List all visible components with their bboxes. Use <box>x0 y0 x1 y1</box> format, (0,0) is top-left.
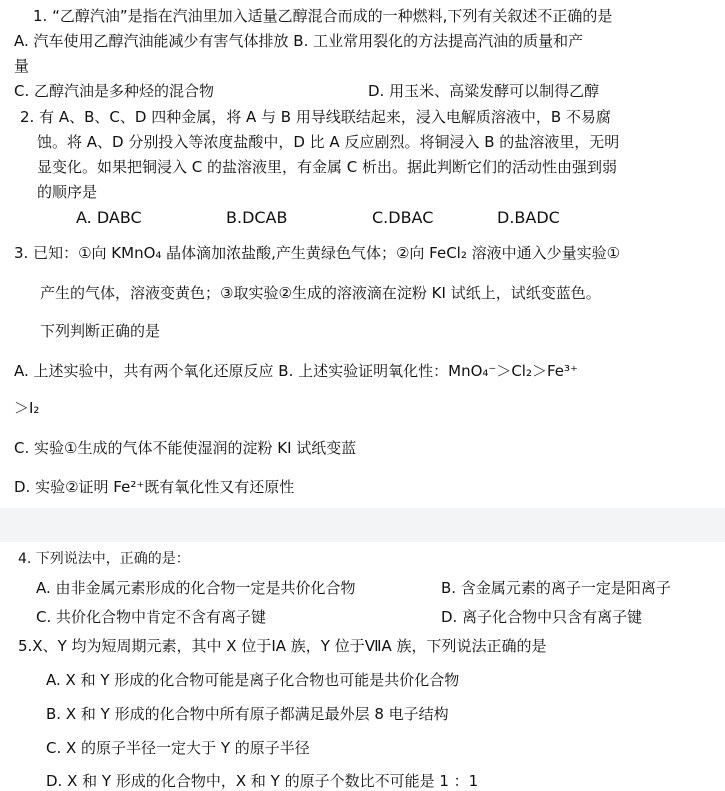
q3-stem-line-3: 下列判断正确的是 <box>40 322 161 340</box>
q2-stem-line-3: 显变化。如果把铜浸入 C 的盐溶液里，有金属 C 析出。据此判断它们的活动性由强到弱 <box>37 158 618 176</box>
q5-option-c: C. X 的原子半径一定大于 Y 的原子半径 <box>46 739 310 757</box>
q4-option-d: D. 离子化合物中只含有离子键 <box>441 608 643 626</box>
page-separator <box>0 508 725 542</box>
q4-option-a: A. 由非金属元素形成的化合物一定是共价化合物 <box>36 579 356 597</box>
q3-stem-line-1: 3. 已知：①向 KMnO₄ 晶体滴加浓盐酸,产生黄绿色气体；②向 FeCl₂ 溶液中通入少量实验① <box>14 244 621 262</box>
q1-stem: 1. “乙醇汽油”是指在汽油里加入适量乙醇混合而成的一种燃料,下列有关叙述不正确的是 <box>33 7 613 25</box>
q3-option-d: D. 实验②证明 Fe²⁺既有氧化性又有还原性 <box>14 478 295 496</box>
q3-stem-line-2: 产生的气体，溶液变黄色；③取实验②生成的溶液滴在淀粉 KI 试纸上，试纸变蓝色。 <box>40 284 601 302</box>
q4-stem: 4. 下列说法中，正确的是： <box>18 551 190 567</box>
q2-option-b: B.DCAB <box>226 208 288 227</box>
q2-stem-line-1: 2. 有 A、B、C、D 四种金属，将 A 与 B 用导线联结起来，浸入电解质溶液中，B 不易腐 <box>20 108 611 126</box>
q5-stem: 5.X、Y 均为短周期元素，其中 X 位于ⅠA 族，Y 位于ⅦA 族，下列说法正确的是 <box>18 637 547 655</box>
q3-option-b-continued: ＞I₂ <box>14 399 40 417</box>
q1-options-ab: A. 汽车使用乙醇汽油能减少有害气体排放 B. 工业常用裂化的方法提高汽油的质量和产 <box>14 32 584 50</box>
q1-option-d: D. 用玉米、高粱发酵可以制得乙醇 <box>368 82 600 100</box>
q3-option-c: C. 实验①生成的气体不能使湿润的淀粉 KI 试纸变蓝 <box>14 439 357 457</box>
q2-option-d: D.BADC <box>497 208 560 227</box>
q4-option-b: B. 含金属元素的离子一定是阳离子 <box>441 579 671 597</box>
q2-option-c: C.DBAC <box>372 208 434 227</box>
q5-option-a: A. X 和 Y 形成的化合物可能是离子化合物也可能是共价化合物 <box>46 671 460 689</box>
q4-option-c: C. 共价化合物中肯定不含有离子键 <box>36 608 267 626</box>
q3-option-ab: A. 上述实验中，共有两个氧化还原反应 B. 上述实验证明氧化性：MnO₄⁻＞Cl₂＞Fe³⁺ <box>14 362 578 380</box>
q2-stem-line-2: 蚀。将 A、D 分别投入等浓度盐酸中，D 比 A 反应剧烈。将铜浸入 B 的盐溶液里，无明 <box>37 133 620 151</box>
q2-option-a: A. DABC <box>76 208 142 227</box>
q5-option-b: B. X 和 Y 形成的化合物中所有原子都满足最外层 8 电子结构 <box>46 705 449 723</box>
q2-stem-line-4: 的顺序是 <box>37 183 98 201</box>
q5-option-d: D. X 和 Y 形成的化合物中，X 和 Y 的原子个数比不可能是 1 ：1 <box>46 772 479 790</box>
q1-options-ab-continued: 量 <box>14 57 30 75</box>
q1-option-c: C. 乙醇汽油是多种烃的混合物 <box>14 82 215 100</box>
